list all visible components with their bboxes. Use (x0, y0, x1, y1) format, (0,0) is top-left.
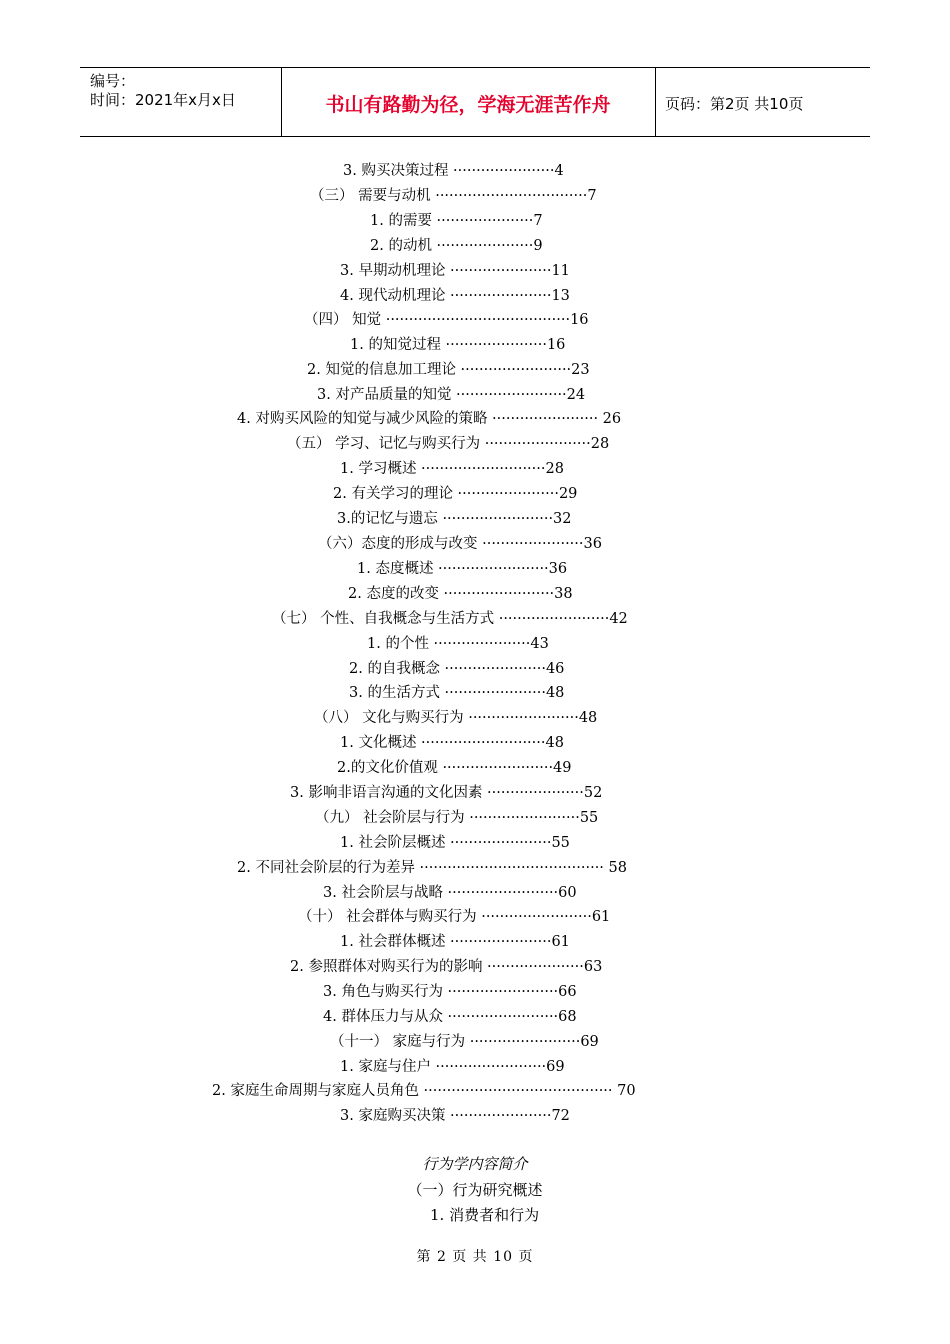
toc-entry: 3. 对产品质量的知觉 ························24 (317, 387, 586, 403)
toc-entry: 1. 的需要 ·····················7 (370, 213, 543, 229)
toc-entry: （三） 需要与动机 ·································7 (310, 188, 597, 204)
toc-entry: （十） 社会群体与购买行为 ························61 (298, 909, 611, 925)
toc-entry: 4. 现代动机理论 ······················13 (340, 288, 570, 304)
toc-entry: 2. 家庭生命周期与家庭人员角色 ········································· 70 (212, 1083, 636, 1099)
toc-entry: 2. 的自我概念 ······················46 (349, 661, 565, 677)
toc-entry: 1. 态度概述 ························36 (357, 561, 568, 577)
toc-entry: 3. 角色与购买行为 ························66 (323, 984, 577, 1000)
toc-entry: 2. 态度的改变 ························38 (348, 586, 573, 602)
toc-entry: （七） 个性、自我概念与生活方式 ························42 (272, 611, 628, 627)
toc-entry: 1. 家庭与住户 ························69 (340, 1059, 565, 1075)
intro-section-heading: （一）行为研究概述 (407, 1181, 543, 1199)
header-left-block (90, 72, 236, 110)
toc-entry: 3. 早期动机理论 ······················11 (340, 263, 570, 279)
toc-entry: （四） 知觉 ········································16 (304, 312, 589, 328)
time-label: 时间：2021年x月x日 (90, 91, 236, 109)
toc-entry: （十一） 家庭与行为 ························69 (330, 1034, 599, 1050)
toc-entry: 3. 购买决策过程 ······················4 (343, 163, 564, 179)
toc-entry: 4. 对购买风险的知觉与减少风险的策略 ······················· 26 (237, 411, 622, 427)
page-footer: 第 2 页 共 10 页 (416, 1249, 534, 1265)
toc-entry: 1. 社会阶层概述 ······················55 (340, 835, 570, 851)
toc-entry: 4. 群体压力与从众 ························68 (323, 1009, 577, 1025)
number-label: 编号： (90, 72, 136, 90)
toc-entry: 1. 的知觉过程 ······················16 (350, 337, 566, 353)
intro-title: 行为学内容简介 (422, 1155, 528, 1173)
toc-entry: （九） 社会阶层与行为 ························55 (315, 810, 599, 826)
toc-entry: 2.的文化价值观 ························49 (337, 760, 572, 776)
toc-entry: 2. 有关学习的理论 ······················29 (333, 486, 578, 502)
header-page-info: 页码：第2页 共10页 (665, 95, 804, 113)
toc-entry: 1. 的个性 ·····················43 (367, 636, 549, 652)
toc-entry: 3. 影响非语言沟通的文化因素 ·····················52 (290, 785, 603, 801)
toc-entry: （五） 学习、记忆与购买行为 ·······················28 (287, 436, 610, 452)
toc-entry: 3. 的生活方式 ······················48 (349, 685, 565, 701)
toc-entry: 2. 不同社会阶层的行为差异 ········································ 58 (237, 860, 627, 876)
header-motto: 书山有路勤为径，学海无涯苦作舟 (325, 94, 611, 116)
toc-entry: 1. 社会群体概述 ······················61 (340, 934, 570, 950)
toc-entry: （六）态度的形成与改变 ······················36 (318, 536, 602, 552)
toc-entry: 2. 参照群体对购买行为的影响 ·····················63 (290, 959, 603, 975)
toc-entry: 2. 知觉的信息加工理论 ························23 (307, 362, 590, 378)
toc-entry: 1. 学习概述 ···························28 (340, 461, 564, 477)
page-header (80, 67, 870, 137)
toc-entry: 3. 社会阶层与战略 ························60 (323, 885, 577, 901)
intro-subheading: 1. 消费者和行为 (430, 1206, 540, 1224)
toc-entry: 3. 家庭购买决策 ······················72 (340, 1108, 570, 1124)
toc-entry: 2. 的动机 ·····················9 (370, 238, 543, 254)
toc-entry: 1. 文化概述 ···························48 (340, 735, 564, 751)
toc-entry: 3.的记忆与遗忘 ························32 (337, 511, 572, 527)
toc-entry: （八） 文化与购买行为 ························48 (314, 710, 598, 726)
header-divider-2 (655, 68, 656, 136)
